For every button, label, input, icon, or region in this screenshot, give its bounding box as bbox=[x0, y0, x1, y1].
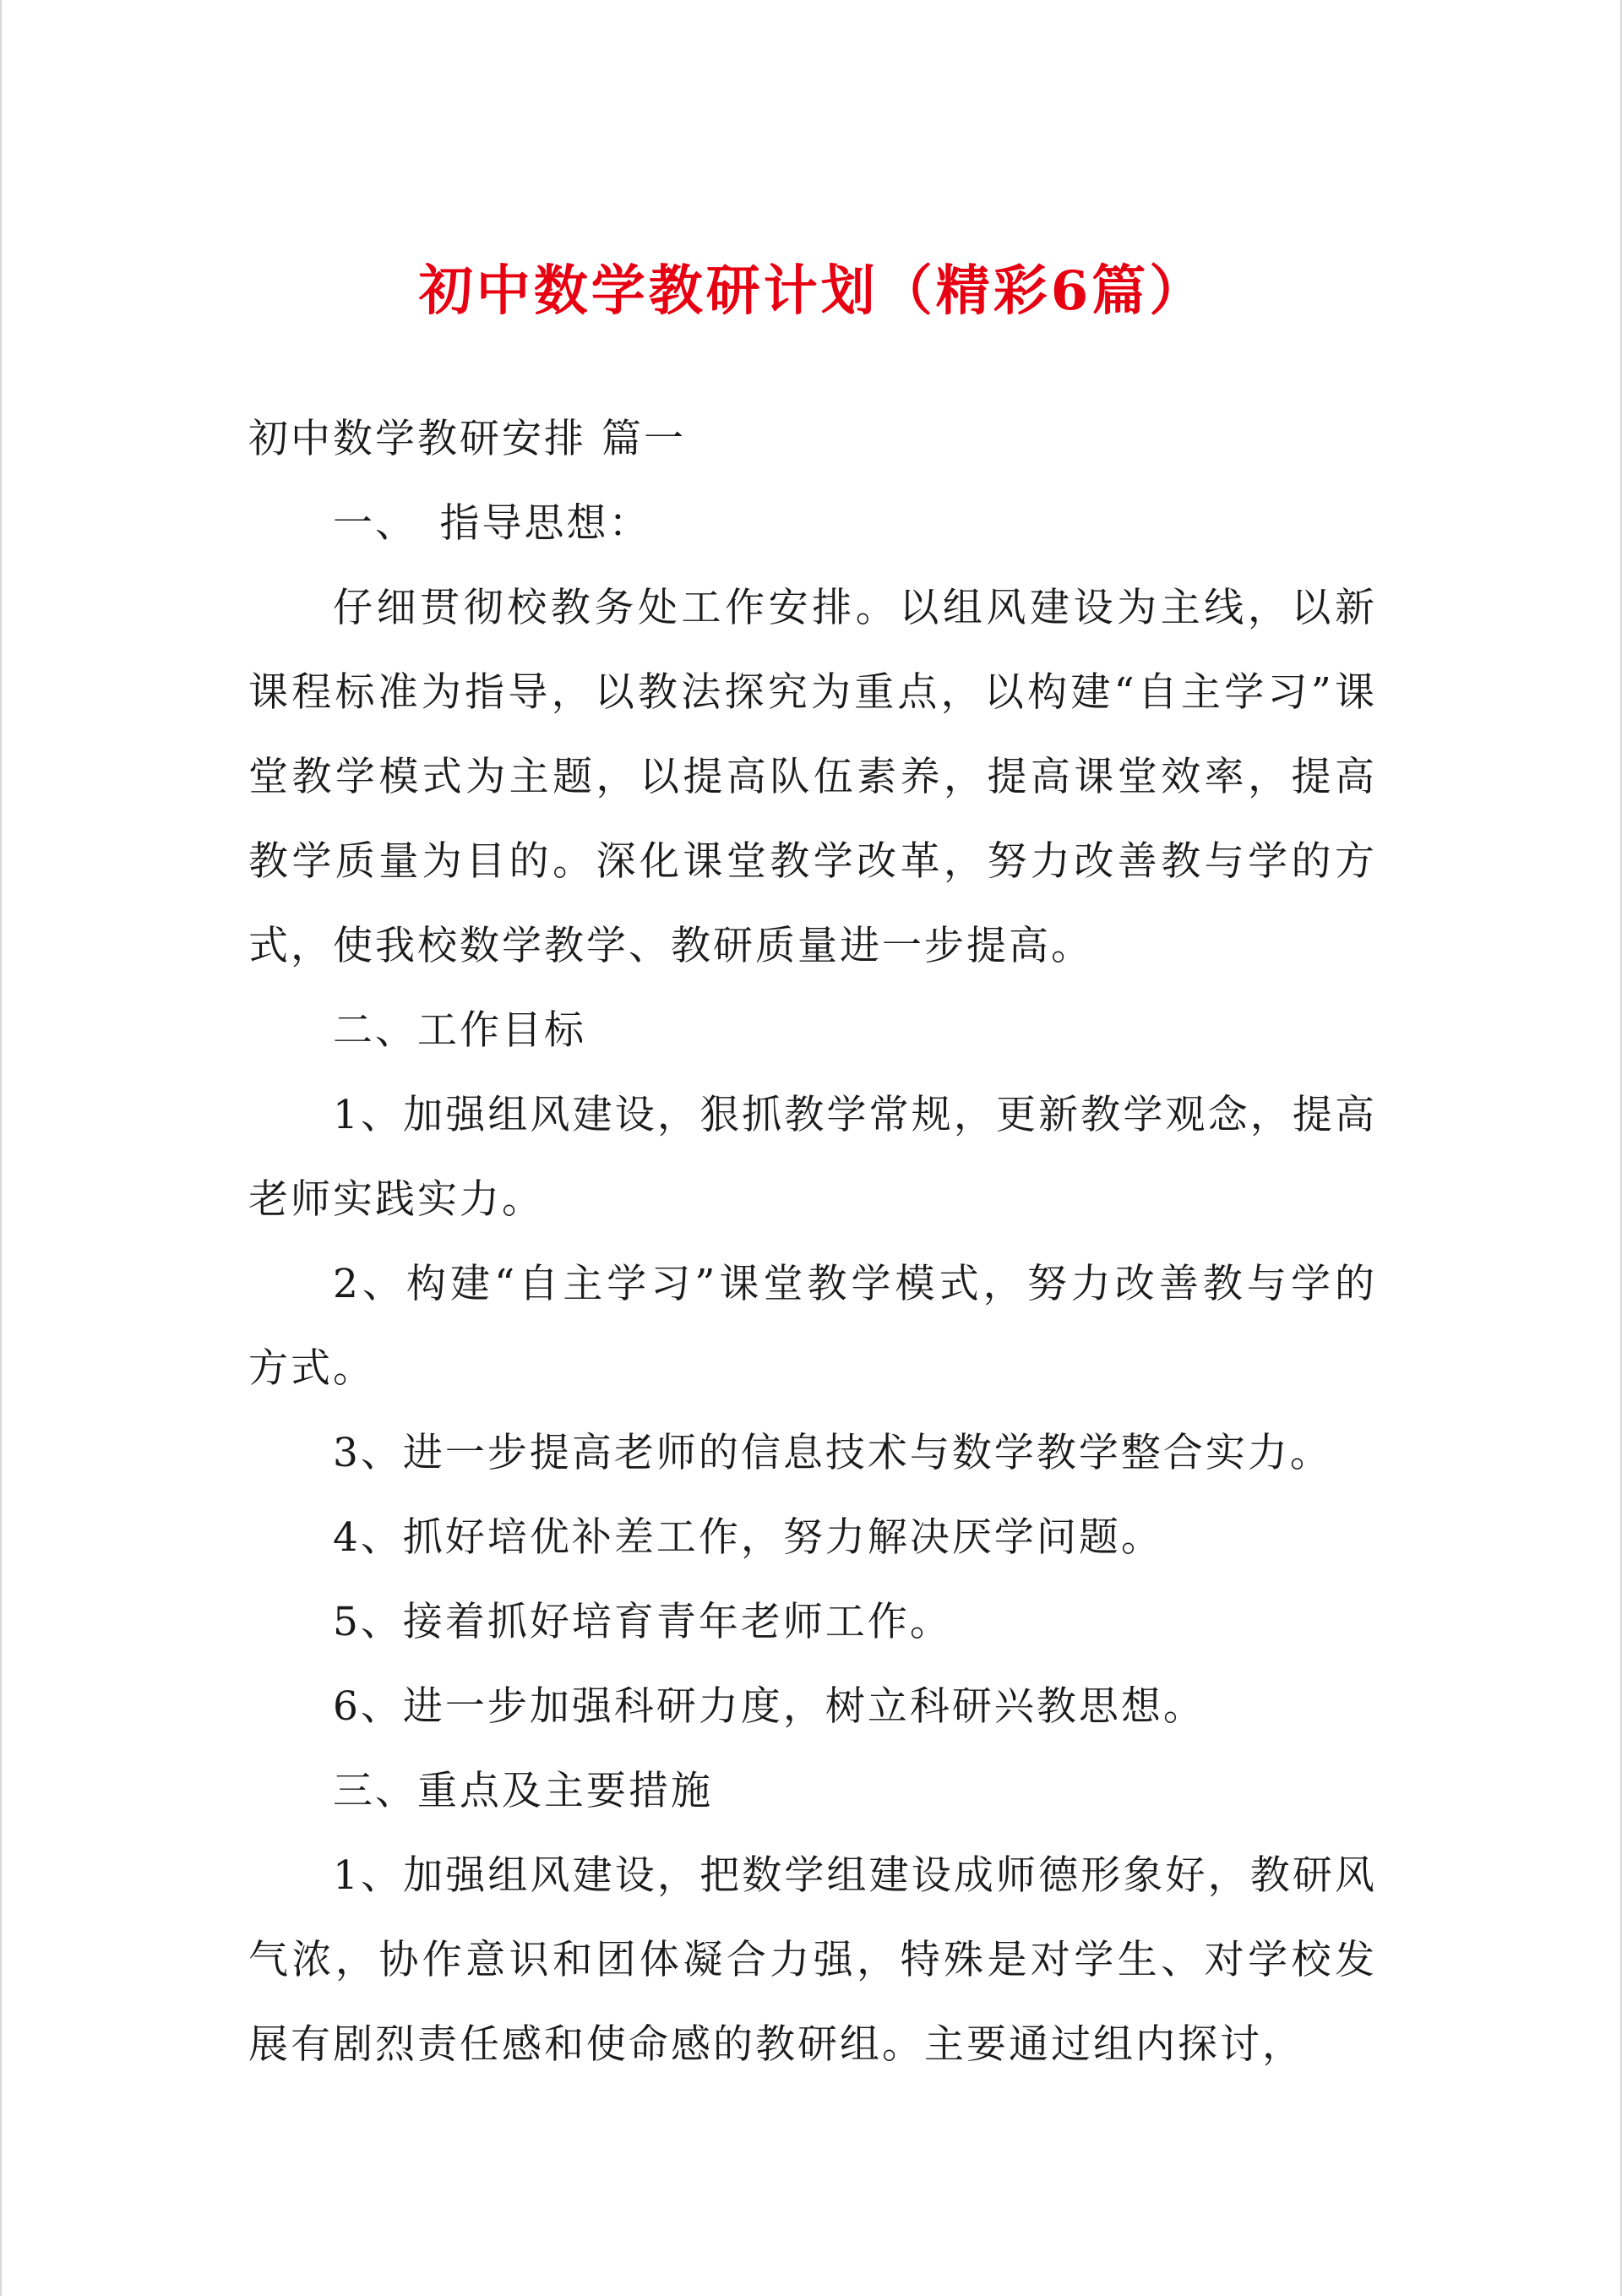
list-item: 6、进一步加强科研力度，树立科研兴教思想。 bbox=[333, 1683, 1206, 1730]
section-heading: 初中数学教研安排 篇一 bbox=[248, 416, 686, 462]
list-item: 1、加强组风建设，把数学组建设成师德形象好，教研风气浓，协作意识和团体凝合力强，特殊是对学生、对学校发展有剧烈责任感和使命感的教研组。主要通过组内探讨， bbox=[248, 1852, 1377, 2068]
document-body bbox=[248, 397, 1377, 2087]
subsection-heading: 一、 指导思想： bbox=[333, 500, 651, 547]
list-item: 5、接着抓好培育青年老师工作。 bbox=[333, 1599, 952, 1645]
list-item: 4、抓好培优补差工作，努力解决厌学问题。 bbox=[333, 1514, 1163, 1561]
subsection-heading: 二、工作目标 bbox=[333, 1007, 586, 1054]
body-paragraph: 仔细贯彻校教务处工作安排。以组风建设为主线，以新课程标准为指导，以教法探究为重点，以构建“自主学习”课堂教学模式为主题，以提高队伍素养，提高课堂效率，提高教学质量为目的。深化课堂教学改革，努力改善教与学的方式，使我校数学教学、教研质量进一步提高。 bbox=[248, 585, 1377, 969]
list-item: 2、构建“自主学习”课堂教学模式，努力改善教与学的方式。 bbox=[248, 1261, 1377, 1392]
subsection-heading: 三、重点及主要措施 bbox=[333, 1768, 713, 1814]
list-item: 3、进一步提高老师的信息技术与数学教学整合实力。 bbox=[333, 1430, 1332, 1476]
list-item: 1、加强组风建设，狠抓教学常规，更新教学观念，提高老师实践实力。 bbox=[248, 1092, 1377, 1223]
document-title: 初中数学教研计划（精彩6篇） bbox=[418, 259, 1207, 323]
